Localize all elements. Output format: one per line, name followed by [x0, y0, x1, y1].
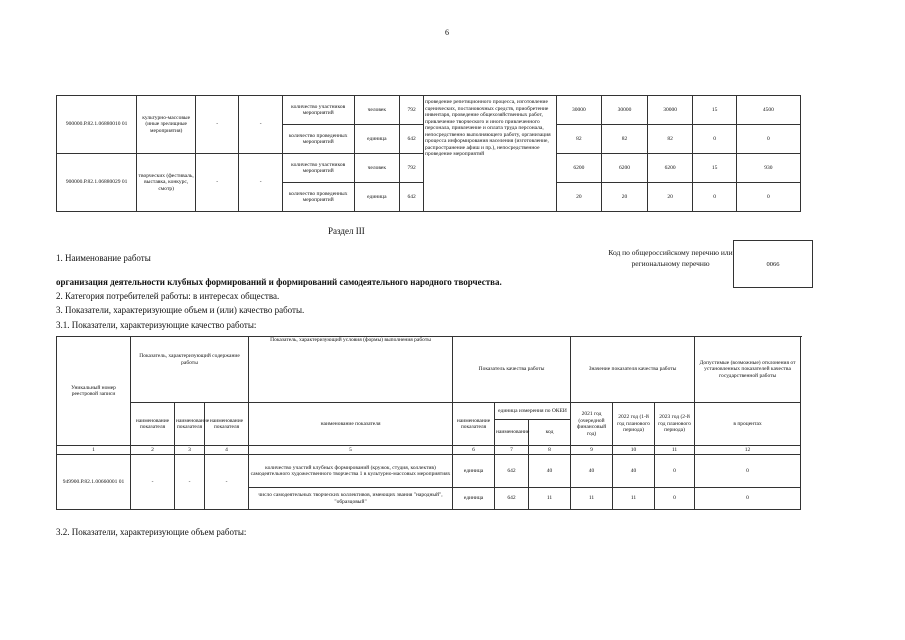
header-indicator-name-2: наименование показателя [453, 403, 495, 446]
value-cell: 40 [529, 455, 571, 488]
header-name-1: наименование показателя [131, 403, 175, 446]
condition-value: - [205, 455, 249, 510]
column-number: 4 [205, 446, 249, 455]
code-label: Код по общероссийскому перечню или региональному перечню [608, 248, 733, 268]
table-header-row [57, 403, 801, 420]
value-cell: 6200 [647, 154, 693, 183]
value-cell: 82 [647, 125, 693, 154]
work-name: организация деятельности клубных формирований и формирований самодеятельного народного творчества. [56, 277, 502, 287]
value-cell: 6200 [602, 154, 648, 183]
unit-code: 642 [400, 183, 424, 212]
content-value: - [175, 455, 205, 510]
header-condition: Показатель, характеризующий условия (формы) выполнения работы [249, 337, 453, 403]
column-number: 3 [175, 446, 205, 455]
column-number: 11 [655, 446, 695, 455]
registry-code: 900000.Р.82.1.06880010 01 [57, 96, 137, 154]
unit-name: единица [354, 125, 400, 154]
table-row [57, 455, 801, 488]
indicator-name: количество участников мероприятий [282, 154, 354, 183]
quality-table [56, 336, 801, 510]
value-cell: 6200 [556, 154, 602, 183]
condition-indicator-2: - [239, 154, 282, 212]
header-deviation: Допустимые (возможные) отклонения от установленных показателей качества государственной работы [695, 337, 801, 403]
volume-table-continuation [56, 95, 801, 212]
column-number: 6 [453, 446, 495, 455]
value-cell: 20 [647, 183, 693, 212]
value-cell: 0 [736, 125, 800, 154]
content-value: - [131, 455, 175, 510]
section-title: Раздел III [328, 226, 365, 236]
column-number: 2 [131, 446, 175, 455]
unit-code: 642 [495, 455, 529, 488]
unit-name: единица [354, 183, 400, 212]
value-cell: 82 [556, 125, 602, 154]
work-name-label: 1. Наименование работы [56, 253, 151, 263]
indicator-name: количество участников мероприятий [282, 96, 354, 125]
unit-name: единица [453, 455, 495, 488]
consumer-category: 2. Категория потребителей работы: в интересах общества. [56, 291, 280, 301]
value-cell: 0 [693, 183, 736, 212]
column-number: 8 [529, 446, 571, 455]
header-unit-code: код [529, 420, 571, 446]
work-description: проведение репетиционного процесса, изготовление сценических, постановочных средств, приобретение инвентаря, проведение общехозяйственных работ, привлечение творческого и иного привлеченного персонала, привлечение и оплата труда персонала, непосредственно выполняющего работу, организация процесса информирования населения (изготовление, распространение афиш и пр.), непосредственное проведение мероприятий [424, 96, 557, 212]
unit-name: единица [453, 488, 495, 510]
value-cell: 0 [655, 488, 695, 510]
unit-code: 642 [400, 125, 424, 154]
value-cell: 0 [695, 488, 801, 510]
header-content: Показатель, характеризующий содержание работы [131, 337, 249, 403]
header-quality: Показатель качества работы [453, 337, 571, 403]
header-unit-name: наименование [495, 420, 529, 446]
header-name-3: наименование показателя [205, 403, 249, 446]
value-cell: 82 [602, 125, 648, 154]
registry-code: 900000.Р.82.1.06880029 01 [57, 154, 137, 212]
value-cell: 930 [736, 154, 800, 183]
value-cell: 30000 [647, 96, 693, 125]
value-cell: 0 [693, 125, 736, 154]
header-year-2: 2022 год (1-й год планового периода) [613, 403, 655, 446]
value-cell: 15 [693, 154, 736, 183]
header-indicator-name: наименование показателя [249, 403, 453, 446]
value-cell: 20 [556, 183, 602, 212]
value-cell: 30000 [556, 96, 602, 125]
value-cell: 11 [613, 488, 655, 510]
column-number: 10 [613, 446, 655, 455]
header-values: Значение показателя качества работы [571, 337, 695, 403]
column-number-row [57, 446, 801, 455]
indicators-heading: 3. Показатели, характеризующие объем и (или) качество работы. [56, 305, 305, 315]
value-cell: 4500 [736, 96, 800, 125]
header-registry: Уникальный номер реестровой записи [57, 337, 131, 446]
indicator-name: число самодеятельных творческих коллективов, имеющих звания "народный", "образцовый" [249, 488, 453, 510]
unit-code: 642 [495, 488, 529, 510]
header-year-3: 2023 год (2-й год планового периода) [655, 403, 695, 446]
condition-indicator-1: - [196, 96, 239, 154]
column-number: 5 [249, 446, 453, 455]
header-name-2: наименование показателя [175, 403, 205, 446]
unit-name: человек [354, 96, 400, 125]
content-indicator: культурно-массовые (иные зрелищные мероприятия) [137, 96, 196, 154]
code-value: 0066 [766, 260, 780, 268]
value-cell: 0 [736, 183, 800, 212]
condition-indicator-1: - [196, 154, 239, 212]
header-unit: единица измерения по ОКЕИ [495, 403, 571, 420]
value-cell: 40 [613, 455, 655, 488]
quality-heading: 3.1. Показатели, характеризующие качество работы: [56, 320, 257, 330]
value-cell: 0 [655, 455, 695, 488]
volume-heading: 3.2. Показатели, характеризующие объем работы: [56, 527, 247, 537]
indicator-name: количество проведенных мероприятий [282, 125, 354, 154]
column-number: 12 [695, 446, 801, 455]
indicator-name: количество участий клубных формирований (кружок, студия, коллектив) самодеятельного художественного творчества 1 в культурно-массовых мероприятиях [249, 455, 453, 488]
page-number: 6 [445, 28, 449, 37]
header-year-1: 2021 год (очередной финансовый год) [571, 403, 613, 446]
value-cell: 11 [529, 488, 571, 510]
header-percent: в процентах [695, 403, 801, 446]
value-cell: 15 [693, 96, 736, 125]
condition-indicator-2: - [239, 96, 282, 154]
unit-name: человек [354, 154, 400, 183]
value-cell: 11 [571, 488, 613, 510]
column-number: 9 [571, 446, 613, 455]
unit-code: 792 [400, 96, 424, 125]
table-header-row [57, 337, 801, 403]
value-cell: 20 [602, 183, 648, 212]
registry-code: 949900.Р.82.1.00660001 01 [57, 455, 131, 510]
code-box [733, 240, 813, 288]
column-number: 7 [495, 446, 529, 455]
column-number: 1 [57, 446, 131, 455]
value-cell: 40 [571, 455, 613, 488]
table-row [57, 96, 801, 125]
value-cell: 0 [695, 455, 801, 488]
value-cell: 30000 [602, 96, 648, 125]
unit-code: 792 [400, 154, 424, 183]
indicator-name: количество проведенных мероприятий [282, 183, 354, 212]
content-indicator: творческих (фестиваль, выставка, конкурс, смотр) [137, 154, 196, 212]
